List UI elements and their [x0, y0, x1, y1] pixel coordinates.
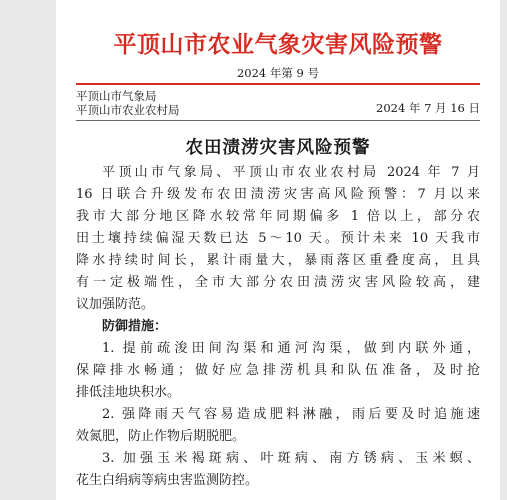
header-divider	[76, 83, 480, 85]
measure-line: 3. 加强玉米褐斑病、叶斑病、南方锈病、玉米螟、	[102, 451, 480, 466]
measure-line: 效氮肥，防止作物后期脱肥。	[76, 429, 246, 444]
measure-line: 排低洼地块积水。	[76, 385, 181, 400]
measure-line: 1. 提前疏浚田间沟渠和通河沟渠，做到内联外通，	[102, 341, 480, 356]
body-line: 有一定极端性，全市大部分农田渍涝灾害风险较高，建	[76, 275, 480, 290]
body-line: 平顶山市气象局、平顶山市农业农村局 2024 年 7 月	[102, 165, 480, 180]
measures-heading: 防御措施：	[102, 319, 168, 334]
issue-date: 2024 年 7 月 16 日	[376, 101, 480, 115]
body-line: 我市大部分地区降水较常年同期偏多 1 倍以上，部分农	[76, 209, 480, 224]
warning-body	[76, 162, 480, 492]
measure-line: 2. 强降雨天气容易造成肥料淋融，雨后要及时追施速	[102, 407, 480, 422]
body-line: 16 日联合升级发布农田渍涝灾害高风险预警：7 月以来	[76, 187, 480, 202]
body-line: 议加强防范。	[76, 297, 155, 312]
issuer-meteorological-bureau: 平顶山市气象局	[76, 89, 157, 103]
document-header-title: 平顶山市农业气象灾害风险预警	[113, 31, 443, 58]
document-page	[56, 0, 500, 500]
issue-number: 2024 年第 9 号	[236, 66, 320, 80]
issuer-divider	[76, 120, 480, 121]
measure-line: 保障排水畅通；做好应急排涝机具和队伍准备，及时抢	[76, 363, 480, 378]
body-line: 降水持续时间长，累计雨量大，暴雨落区重叠度高，且具	[76, 253, 480, 268]
body-line: 田土壤持续偏湿天数已达 5～10 天。预计未来 10 天我市	[76, 231, 480, 246]
measure-line: 花生白绢病等病虫害监测防控。	[76, 473, 259, 488]
warning-title: 农田渍涝灾害风险预警	[185, 138, 371, 158]
issuer-agriculture-bureau: 平顶山市农业农村局	[76, 103, 180, 117]
